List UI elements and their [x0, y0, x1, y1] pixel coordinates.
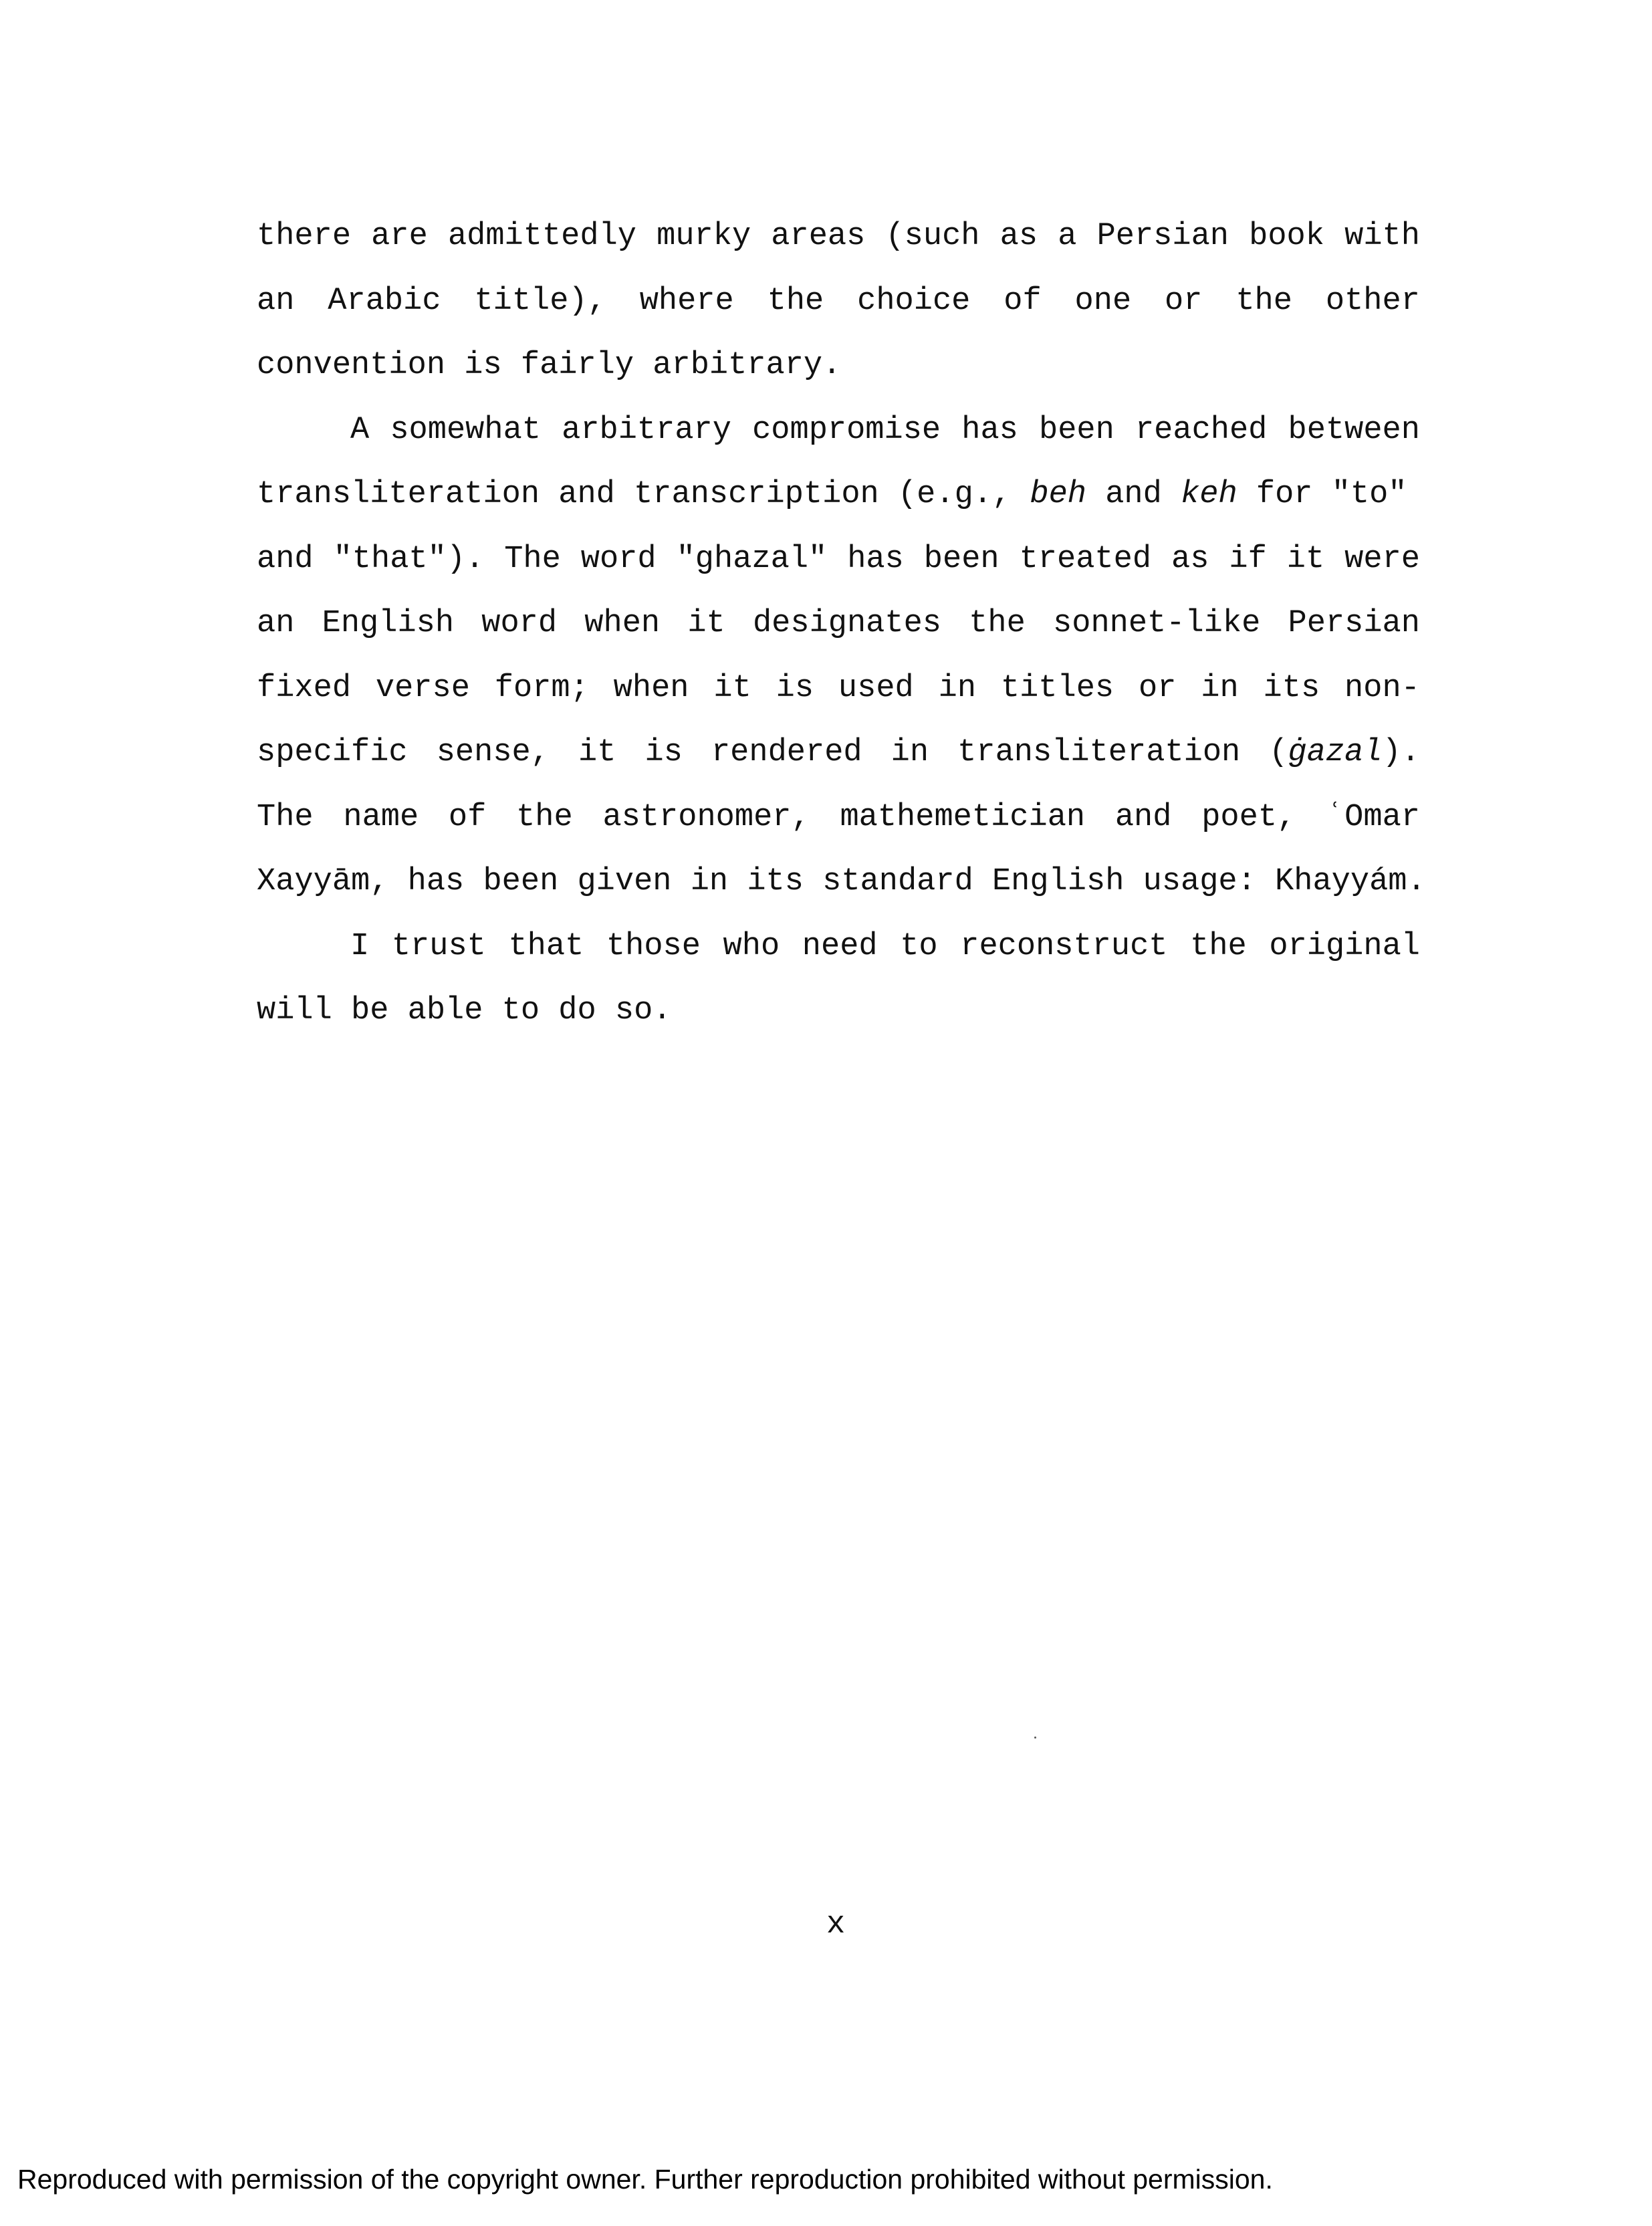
word: it	[713, 670, 751, 706]
word: poet,	[1201, 799, 1296, 835]
italic-term	[1269, 721, 1420, 786]
word: and	[1114, 799, 1172, 835]
word: The	[504, 541, 561, 577]
text-segment: transliteration and transcription (e.g.,	[257, 477, 1030, 512]
word: used	[838, 670, 914, 706]
word: word	[580, 541, 657, 577]
word: English	[322, 606, 455, 641]
word: reached	[1135, 412, 1268, 448]
paren-close: ).	[1382, 735, 1420, 770]
word: titles	[1000, 670, 1114, 706]
word: fixed	[257, 670, 352, 706]
text-line	[257, 786, 1420, 851]
word: rendered	[711, 735, 862, 770]
italic-term: beh	[1030, 477, 1087, 512]
italic-term: ġazal	[1288, 735, 1383, 770]
word: and	[257, 541, 314, 577]
word: Persian	[1288, 606, 1420, 641]
word: or	[1138, 670, 1177, 706]
text-line	[257, 528, 1420, 592]
word: treated	[1019, 541, 1152, 577]
document-body	[257, 205, 1426, 1044]
word: Persian	[1096, 219, 1229, 254]
word: form;	[494, 670, 589, 706]
word: where	[639, 283, 734, 319]
word: astronomer,	[602, 799, 810, 835]
text-line: will be able to do so.	[257, 993, 672, 1028]
word: an	[257, 606, 295, 641]
word: I	[350, 928, 370, 964]
word: with	[1344, 219, 1420, 254]
word: trust	[391, 928, 486, 964]
word: areas	[771, 219, 866, 254]
text-segment: and	[1086, 477, 1181, 512]
word: sonnet-like	[1053, 606, 1261, 641]
text-segment: for "to"	[1237, 477, 1407, 512]
text-line	[257, 592, 1420, 657]
word: murky	[657, 219, 751, 254]
text-line: Xayyām, has been given in its standard English usage: Khayyám.	[257, 864, 1426, 899]
word: (such	[885, 219, 980, 254]
word: is	[776, 670, 814, 706]
word: it	[1286, 541, 1325, 577]
word: the	[516, 799, 573, 835]
scan-speck	[1034, 1737, 1036, 1739]
word: who	[723, 928, 780, 964]
word: in	[938, 670, 977, 706]
word: in	[1201, 670, 1239, 706]
word: need	[802, 928, 878, 964]
word: compromise	[752, 412, 941, 448]
word: "ghazal"	[676, 541, 828, 577]
word: has	[847, 541, 904, 577]
word: title),	[474, 283, 606, 319]
word: is	[644, 735, 683, 770]
word: when	[584, 606, 661, 641]
word: as	[999, 219, 1038, 254]
word: or	[1165, 283, 1203, 319]
word: non-	[1344, 670, 1420, 706]
word: of	[1004, 283, 1042, 319]
word: admittedly	[447, 219, 636, 254]
word: A	[350, 412, 370, 448]
word: transliteration	[957, 735, 1241, 770]
word: name	[343, 799, 419, 835]
page-number: x	[826, 1907, 846, 1942]
word: the	[969, 606, 1026, 641]
word: reconstruct	[960, 928, 1168, 964]
word: a	[1058, 219, 1077, 254]
word: The	[257, 799, 314, 835]
text-line	[257, 269, 1420, 334]
word: been	[1039, 412, 1114, 448]
word: specific	[257, 735, 408, 770]
word: between	[1288, 412, 1420, 448]
word: the	[1235, 283, 1292, 319]
word: as	[1171, 541, 1209, 577]
paren-open: (	[1269, 735, 1288, 770]
word: "that").	[333, 541, 485, 577]
word: arbitrary	[562, 412, 731, 448]
word: in	[891, 735, 929, 770]
word: word	[481, 606, 558, 641]
italic-term: keh	[1181, 477, 1237, 512]
word: that	[508, 928, 584, 964]
text-line	[257, 205, 1420, 269]
word: sense,	[436, 735, 550, 770]
word: an	[257, 283, 295, 319]
copyright-notice: Reproduced with permission of the copyright owner. Further reproduction prohibited without permission.	[17, 2164, 1273, 2195]
word: are	[371, 219, 428, 254]
word: to	[900, 928, 938, 964]
text-line: convention is fairly arbitrary.	[257, 348, 842, 383]
text-line	[257, 399, 1420, 463]
word: one	[1074, 283, 1132, 319]
word: the	[767, 283, 824, 319]
word: other	[1325, 283, 1420, 319]
word: been	[923, 541, 999, 577]
word: it	[578, 735, 616, 770]
word: were	[1344, 541, 1420, 577]
word: Arabic	[328, 283, 441, 319]
word: of	[448, 799, 487, 835]
text-line	[257, 721, 1420, 786]
word: its	[1263, 670, 1320, 706]
word: original	[1269, 928, 1420, 964]
text-line	[257, 657, 1420, 721]
word: has	[961, 412, 1018, 448]
word: it	[687, 606, 725, 641]
word: if	[1229, 541, 1267, 577]
word: mathemetician	[840, 799, 1086, 835]
text-line	[257, 915, 1420, 980]
word: the	[1190, 928, 1247, 964]
word: verse	[375, 670, 470, 706]
text-line	[257, 463, 1420, 528]
word: book	[1249, 219, 1324, 254]
word: somewhat	[390, 412, 541, 448]
word: those	[606, 928, 701, 964]
word: designates	[752, 606, 941, 641]
word: choice	[857, 283, 971, 319]
word: there	[257, 219, 352, 254]
word: ʿOmar	[1325, 799, 1420, 835]
word: when	[613, 670, 689, 706]
